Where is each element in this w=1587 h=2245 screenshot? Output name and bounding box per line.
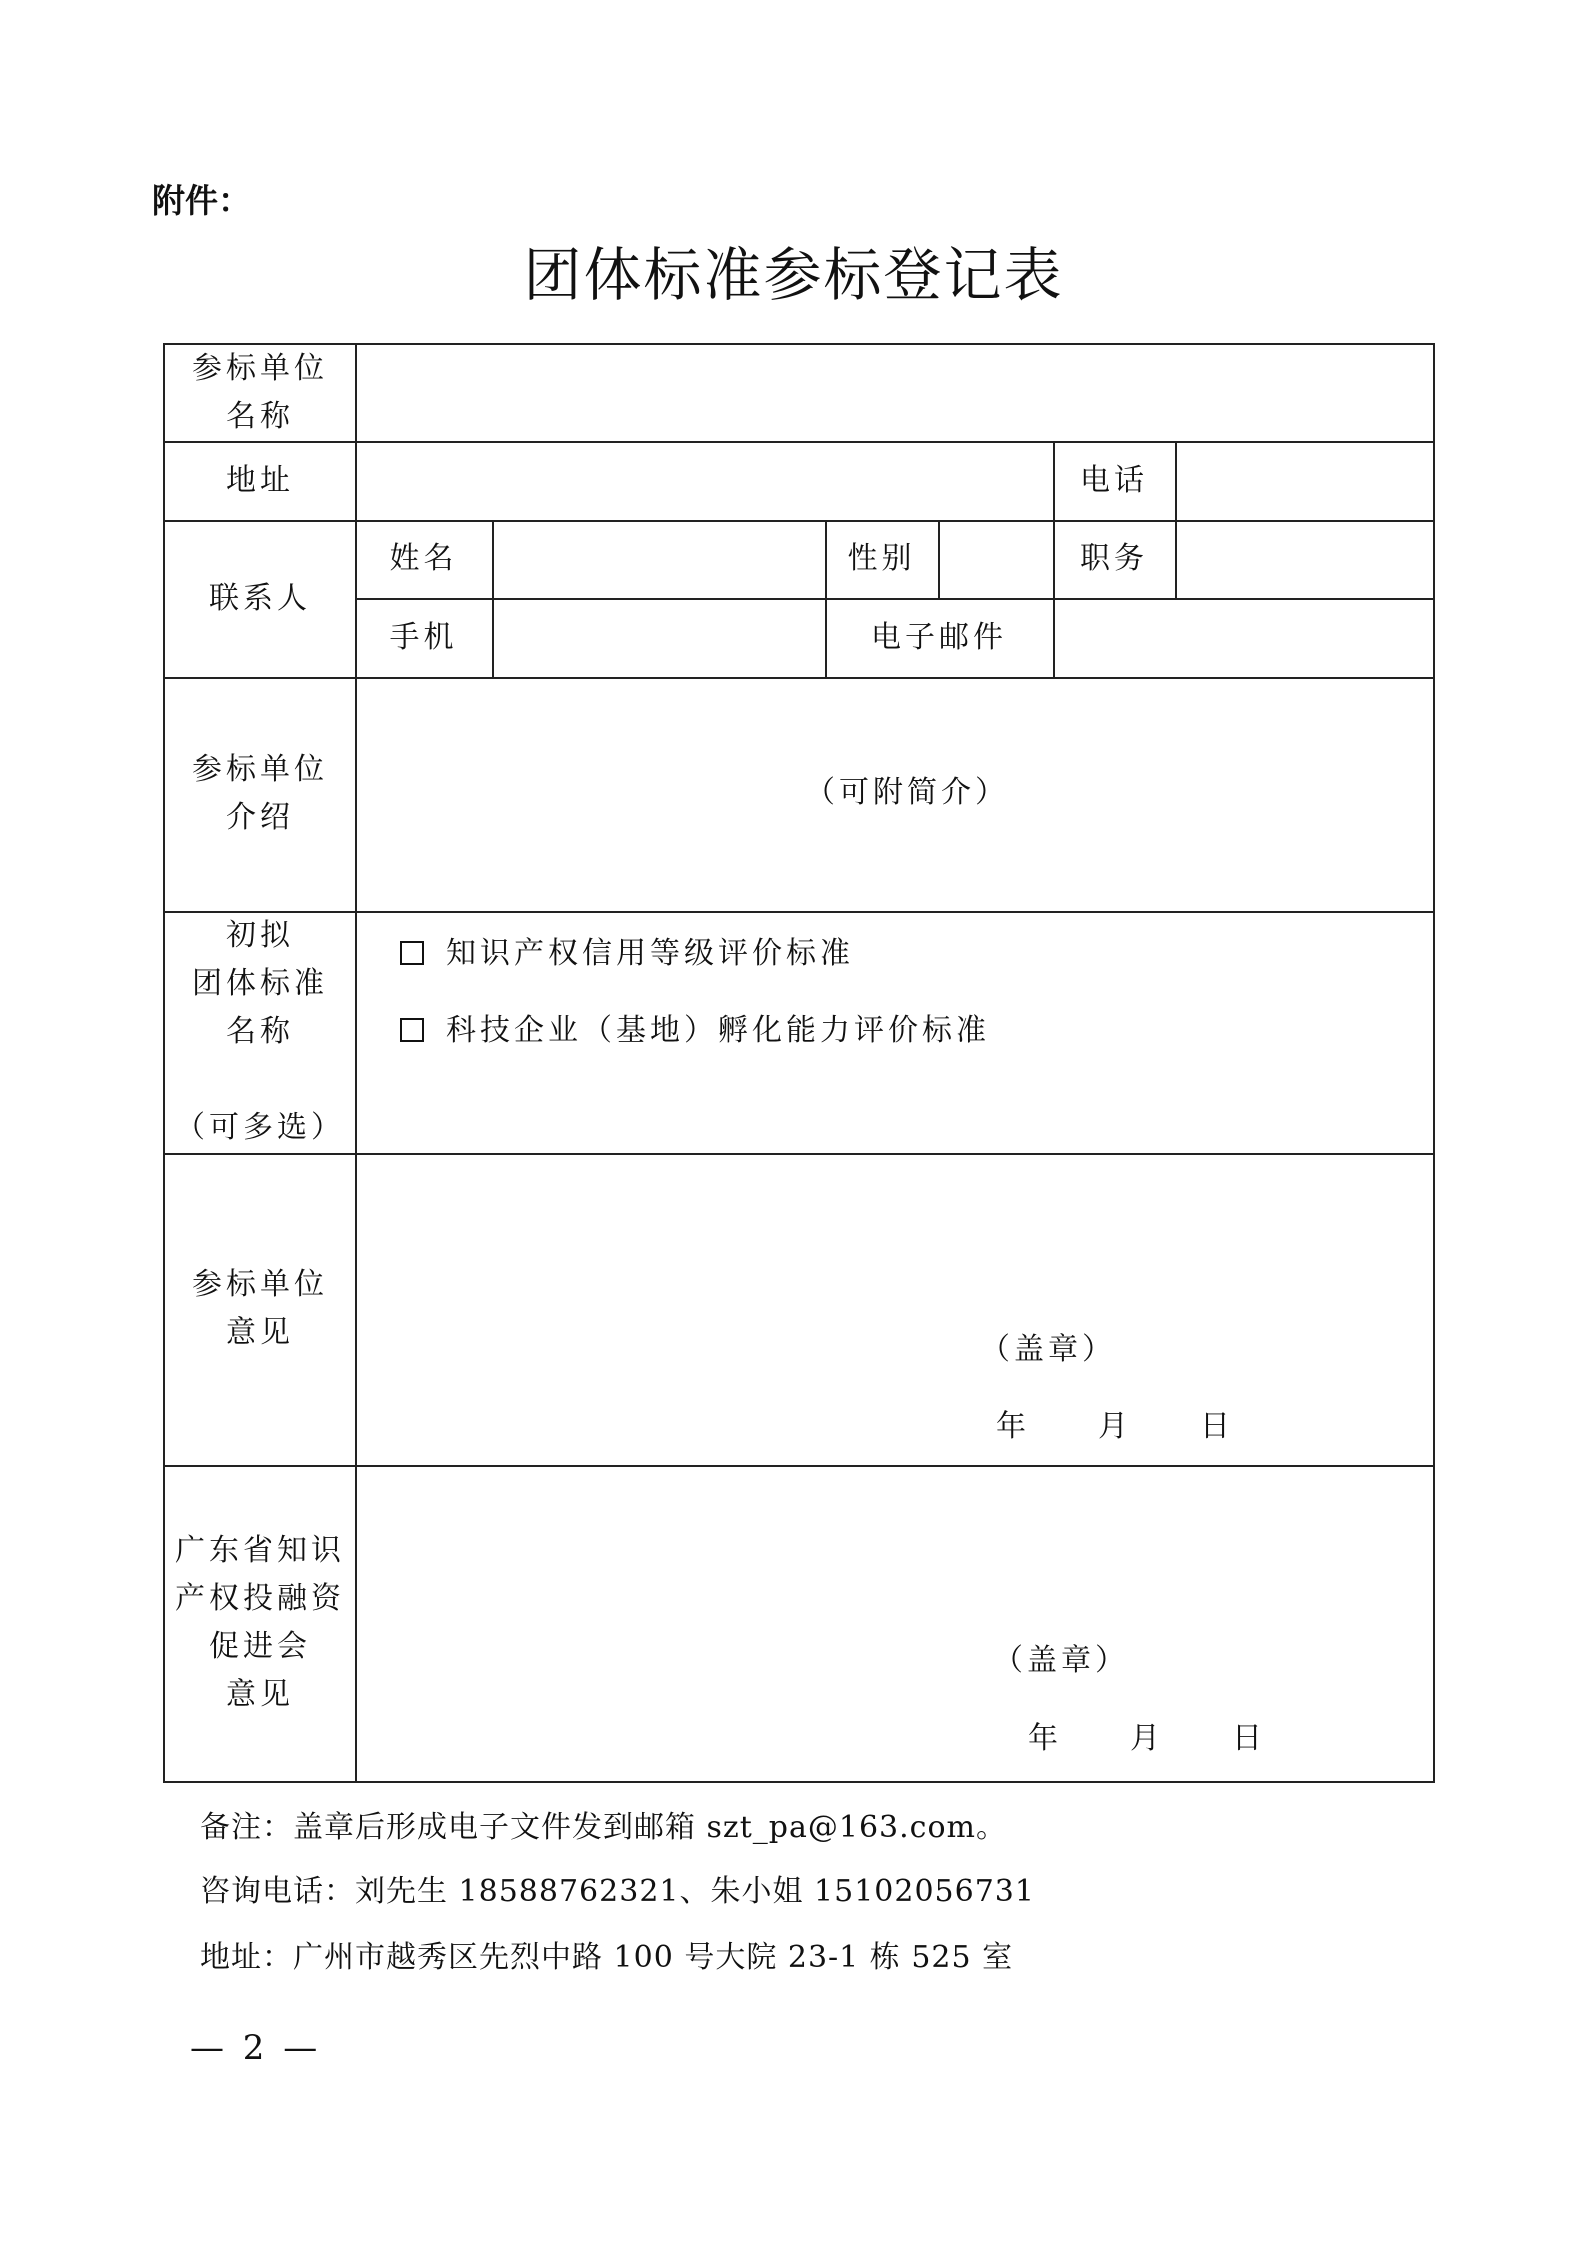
phone-field[interactable] xyxy=(1177,441,1433,520)
gender-label: 性别 xyxy=(847,541,916,576)
intro-hint: （可附简介） xyxy=(805,775,1009,810)
address-label: 地址 xyxy=(226,462,294,498)
association-seal: （盖章） xyxy=(993,1643,1129,1678)
standard-option-1[interactable]: 知识产权信用等级评价标准 xyxy=(400,934,854,974)
standard-option-2[interactable]: 科技企业（基地）孵化能力评价标准 xyxy=(400,1011,990,1051)
association-date: 年 月 日 xyxy=(1028,1721,1266,1756)
opinion-label: 参标单位 意见 xyxy=(192,1267,328,1350)
email-label: 电子邮件 xyxy=(871,619,1007,655)
registration-form xyxy=(163,343,1435,1783)
phone-label: 电话 xyxy=(1080,462,1148,498)
checkbox-icon[interactable] xyxy=(400,941,424,965)
attachment-label: 附件： xyxy=(152,181,251,220)
standards-label: 初拟 团体标准 名称 （可多选） xyxy=(175,918,345,1145)
checkbox-icon[interactable] xyxy=(400,1018,424,1042)
unit-name-field[interactable] xyxy=(357,345,1433,441)
position-field[interactable] xyxy=(1177,520,1433,598)
remark-note: 备注：盖章后形成电子文件发到邮箱 szt_pa@163.com。 xyxy=(200,1810,1007,1845)
contact-label: 联系人 xyxy=(209,580,311,616)
mobile-field[interactable] xyxy=(494,598,825,677)
consult-note: 咨询电话：刘先生 18588762321、朱小姐 15102056731 xyxy=(200,1874,1035,1909)
intro-label: 参标单位 介绍 xyxy=(192,752,328,835)
position-label: 职务 xyxy=(1080,541,1148,576)
opinion-seal: （盖章） xyxy=(980,1332,1116,1367)
email-field[interactable] xyxy=(1055,598,1433,677)
name-field[interactable] xyxy=(494,520,825,598)
address-field[interactable] xyxy=(357,441,1053,520)
gender-field[interactable] xyxy=(940,520,1053,598)
opinion-date: 年 月 日 xyxy=(996,1409,1234,1444)
page-number: — 2 — xyxy=(190,2028,322,2068)
mobile-label: 手机 xyxy=(389,619,458,655)
unit-name-label: 参标单位 名称 xyxy=(192,351,328,434)
association-opinion-label: 广东省知识 产权投融资 促进会 意见 xyxy=(175,1533,345,1712)
page-title: 团体标准参标登记表 xyxy=(523,241,1064,309)
address-note: 地址：广州市越秀区先烈中路 100 号大院 23-1 栋 525 室 xyxy=(200,1940,1014,1975)
name-label: 姓名 xyxy=(389,541,458,576)
